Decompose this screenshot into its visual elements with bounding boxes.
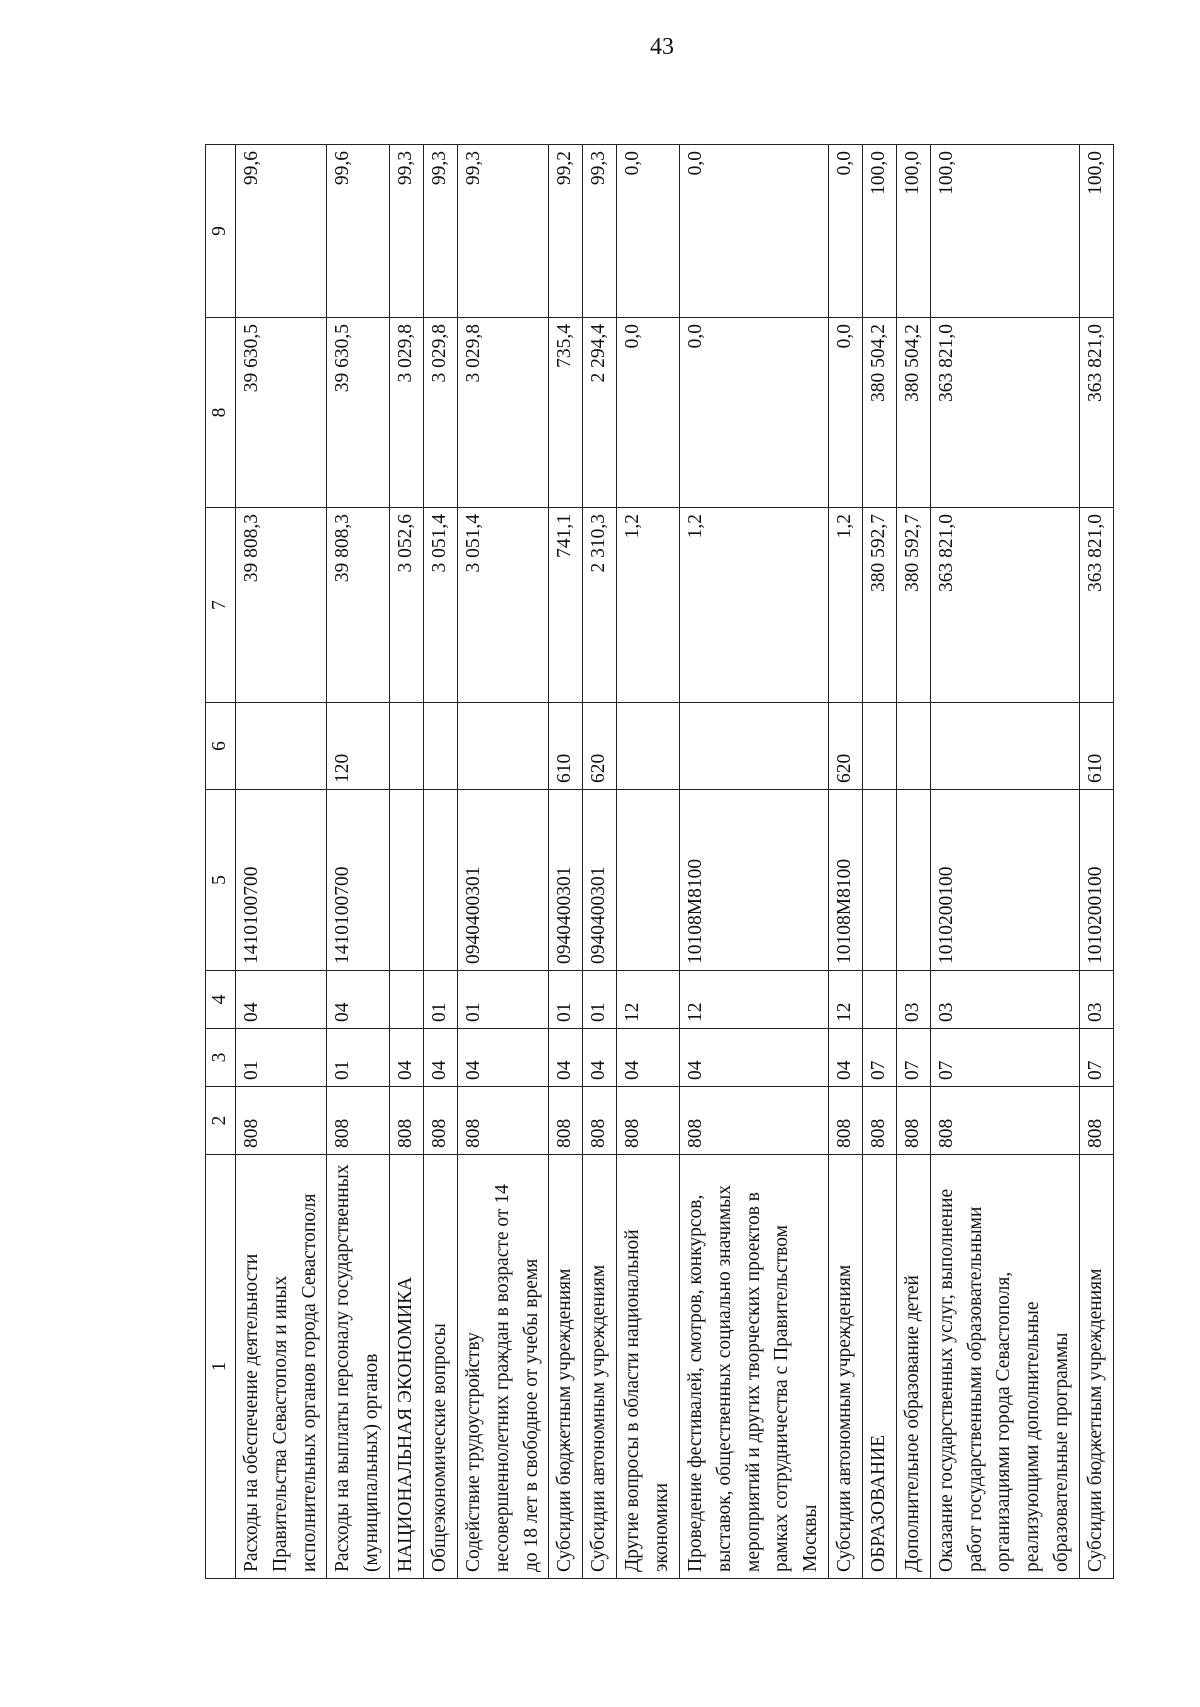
planned-amount-cell: 39 808,3	[235, 508, 327, 703]
planned-amount-cell: 1,2	[679, 508, 828, 703]
subsection-code-cell: 01	[424, 971, 458, 1029]
execution-percent-cell: 100,0	[1080, 145, 1114, 318]
section-code-cell: 07	[1080, 1029, 1114, 1087]
execution-percent-cell: 0,0	[617, 145, 680, 318]
row-name-cell: Субсидии автономным учреждениям	[583, 1155, 617, 1579]
execution-percent-cell: 100,0	[863, 145, 897, 318]
subsection-code-cell: 12	[679, 971, 828, 1029]
execution-percent-cell: 99,3	[424, 145, 458, 318]
executed-amount-cell: 0,0	[617, 318, 680, 508]
subsection-code-cell: 01	[549, 971, 583, 1029]
target-article-code-cell	[863, 790, 897, 971]
section-code-cell: 04	[424, 1029, 458, 1087]
expense-type-code-cell: 610	[1080, 703, 1114, 790]
execution-percent-cell: 99,3	[457, 145, 549, 318]
subsection-code-cell: 01	[457, 971, 549, 1029]
admin-code-cell: 808	[424, 1087, 458, 1155]
section-code-cell: 04	[829, 1029, 863, 1087]
planned-amount-cell: 363 821,0	[1080, 508, 1114, 703]
col-header-8: 8	[206, 318, 236, 508]
target-article-code-cell	[424, 790, 458, 971]
target-article-code-cell	[617, 790, 680, 971]
subsection-code-cell	[863, 971, 897, 1029]
planned-amount-cell: 2 310,3	[583, 508, 617, 703]
subsection-code-cell: 12	[617, 971, 680, 1029]
admin-code-cell: 808	[549, 1087, 583, 1155]
target-article-code-cell: 0940400301	[549, 790, 583, 971]
table-row	[424, 145, 458, 1579]
execution-percent-cell: 100,0	[896, 145, 930, 318]
admin-code-cell: 808	[583, 1087, 617, 1155]
target-article-code-cell: 1410100700	[327, 790, 390, 971]
execution-percent-cell: 99,3	[583, 145, 617, 318]
expense-type-code-cell: 620	[583, 703, 617, 790]
admin-code-cell: 808	[235, 1087, 327, 1155]
execution-percent-cell: 100,0	[930, 145, 1079, 318]
planned-amount-cell: 3 051,4	[424, 508, 458, 703]
executed-amount-cell: 0,0	[679, 318, 828, 508]
col-header-2: 2	[206, 1087, 236, 1155]
execution-percent-cell: 0,0	[679, 145, 828, 318]
page-number: 43	[650, 34, 674, 60]
expense-type-code-cell	[390, 703, 424, 790]
executed-amount-cell: 39 630,5	[235, 318, 327, 508]
row-name-cell: Другие вопросы в области национальной экономики	[617, 1155, 680, 1579]
row-name-cell: НАЦИОНАЛЬНАЯ ЭКОНОМИКА	[390, 1155, 424, 1579]
executed-amount-cell: 363 821,0	[1080, 318, 1114, 508]
row-name-cell: Оказание государственных услуг, выполнение работ государственными образовательными организациями города Севастополя, реализующими дополнительные образовательные программы	[930, 1155, 1079, 1579]
executed-amount-cell: 2 294,4	[583, 318, 617, 508]
table-row	[863, 145, 897, 1579]
table-row	[235, 145, 327, 1579]
table-row	[896, 145, 930, 1579]
subsection-code-cell: 03	[1080, 971, 1114, 1029]
header-row	[206, 145, 236, 1579]
row-name-cell: ОБРАЗОВАНИЕ	[863, 1155, 897, 1579]
executed-amount-cell: 380 504,2	[896, 318, 930, 508]
subsection-code-cell	[390, 971, 424, 1029]
admin-code-cell: 808	[1080, 1087, 1114, 1155]
target-article-code-cell	[896, 790, 930, 971]
section-code-cell: 07	[863, 1029, 897, 1087]
section-code-cell: 07	[896, 1029, 930, 1087]
admin-code-cell: 808	[390, 1087, 424, 1155]
target-article-code-cell: 1410100700	[235, 790, 327, 971]
subsection-code-cell: 04	[327, 971, 390, 1029]
table-row	[679, 145, 828, 1579]
executed-amount-cell: 363 821,0	[930, 318, 1079, 508]
section-code-cell: 04	[457, 1029, 549, 1087]
execution-percent-cell: 99,2	[549, 145, 583, 318]
row-name-cell: Расходы на выплаты персоналу государственных (муниципальных) органов	[327, 1155, 390, 1579]
expense-type-code-cell	[617, 703, 680, 790]
expense-type-code-cell	[235, 703, 327, 790]
subsection-code-cell: 03	[896, 971, 930, 1029]
col-header-6: 6	[206, 703, 236, 790]
section-code-cell: 04	[549, 1029, 583, 1087]
executed-amount-cell: 380 504,2	[863, 318, 897, 508]
target-article-code-cell: 1010200100	[1080, 790, 1114, 971]
expense-type-code-cell: 610	[549, 703, 583, 790]
executed-amount-cell: 3 029,8	[424, 318, 458, 508]
section-code-cell: 01	[327, 1029, 390, 1087]
table-body	[235, 145, 1113, 1579]
admin-code-cell: 808	[930, 1087, 1079, 1155]
admin-code-cell: 808	[617, 1087, 680, 1155]
row-name-cell: Общеэкономические вопросы	[424, 1155, 458, 1579]
execution-percent-cell: 0,0	[829, 145, 863, 318]
row-name-cell: Содействие трудоустройству несовершеннолетних граждан в возрасте от 14 до 18 лет в свободное от учебы время	[457, 1155, 549, 1579]
expense-type-code-cell	[896, 703, 930, 790]
executed-amount-cell: 0,0	[829, 318, 863, 508]
budget-table	[205, 144, 1114, 1579]
table-row	[829, 145, 863, 1579]
execution-percent-cell: 99,3	[390, 145, 424, 318]
planned-amount-cell: 741,1	[549, 508, 583, 703]
planned-amount-cell: 39 808,3	[327, 508, 390, 703]
table-row	[617, 145, 680, 1579]
expense-type-code-cell	[863, 703, 897, 790]
col-header-5: 5	[206, 790, 236, 971]
row-name-cell: Субсидии бюджетным учреждениям	[549, 1155, 583, 1579]
subsection-code-cell: 01	[583, 971, 617, 1029]
expense-type-code-cell: 620	[829, 703, 863, 790]
planned-amount-cell: 3 051,4	[457, 508, 549, 703]
section-code-cell: 04	[390, 1029, 424, 1087]
table-row	[930, 145, 1079, 1579]
planned-amount-cell: 1,2	[617, 508, 680, 703]
row-name-cell: Дополнительное образование детей	[896, 1155, 930, 1579]
row-name-cell: Субсидии автономным учреждениям	[829, 1155, 863, 1579]
admin-code-cell: 808	[863, 1087, 897, 1155]
expense-type-code-cell	[424, 703, 458, 790]
section-code-cell: 04	[583, 1029, 617, 1087]
table-row	[549, 145, 583, 1579]
admin-code-cell: 808	[679, 1087, 828, 1155]
planned-amount-cell: 1,2	[829, 508, 863, 703]
executed-amount-cell: 735,4	[549, 318, 583, 508]
expense-type-code-cell	[930, 703, 1079, 790]
col-header-9: 9	[206, 145, 236, 318]
row-name-cell: Расходы на обеспечение деятельности Правительства Севастополя и иных исполнительных органов города Севастополя	[235, 1155, 327, 1579]
expense-type-code-cell	[679, 703, 828, 790]
executed-amount-cell: 39 630,5	[327, 318, 390, 508]
col-header-3: 3	[206, 1029, 236, 1087]
planned-amount-cell: 3 052,6	[390, 508, 424, 703]
target-article-code-cell: 0940400301	[583, 790, 617, 971]
planned-amount-cell: 363 821,0	[930, 508, 1079, 703]
planned-amount-cell: 380 592,7	[863, 508, 897, 703]
row-name-cell: Субсидии бюджетным учреждениям	[1080, 1155, 1114, 1579]
table-row	[457, 145, 549, 1579]
table-row	[327, 145, 390, 1579]
execution-percent-cell: 99,6	[327, 145, 390, 318]
target-article-code-cell: 1010200100	[930, 790, 1079, 971]
planned-amount-cell: 380 592,7	[896, 508, 930, 703]
table-row	[583, 145, 617, 1579]
admin-code-cell: 808	[829, 1087, 863, 1155]
executed-amount-cell: 3 029,8	[390, 318, 424, 508]
subsection-code-cell: 03	[930, 971, 1079, 1029]
target-article-code-cell: 10108М8100	[829, 790, 863, 971]
executed-amount-cell: 3 029,8	[457, 318, 549, 508]
subsection-code-cell: 12	[829, 971, 863, 1029]
table-row	[390, 145, 424, 1579]
target-article-code-cell: 10108М8100	[679, 790, 828, 971]
row-name-cell: Проведение фестивалей, смотров, конкурсов, выставок, общественных социально значимых мероприятий и других творческих проектов в рамках сотрудничества с Правительством Москвы	[679, 1155, 828, 1579]
budget-table-rotated	[205, 145, 1107, 1579]
expense-type-code-cell: 120	[327, 703, 390, 790]
admin-code-cell: 808	[896, 1087, 930, 1155]
target-article-code-cell	[390, 790, 424, 971]
section-code-cell: 04	[617, 1029, 680, 1087]
expense-type-code-cell	[457, 703, 549, 790]
col-header-4: 4	[206, 971, 236, 1029]
admin-code-cell: 808	[457, 1087, 549, 1155]
section-code-cell: 01	[235, 1029, 327, 1087]
section-code-cell: 04	[679, 1029, 828, 1087]
section-code-cell: 07	[930, 1029, 1079, 1087]
execution-percent-cell: 99,6	[235, 145, 327, 318]
col-header-1: 1	[206, 1155, 236, 1579]
table-row	[1080, 145, 1114, 1579]
admin-code-cell: 808	[327, 1087, 390, 1155]
subsection-code-cell: 04	[235, 971, 327, 1029]
target-article-code-cell: 0940400301	[457, 790, 549, 971]
col-header-7: 7	[206, 508, 236, 703]
